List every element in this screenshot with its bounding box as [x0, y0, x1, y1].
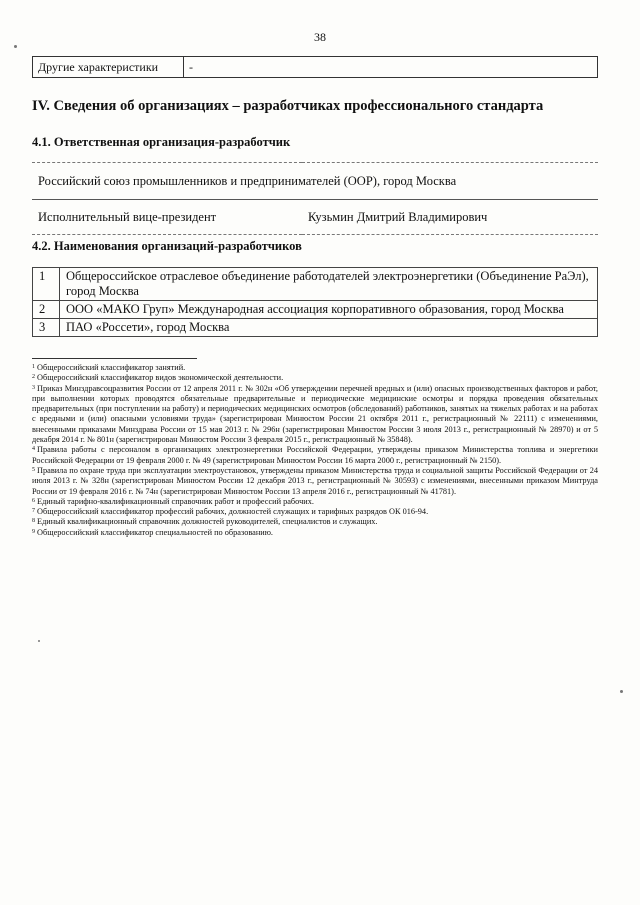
footnote: [32, 497, 598, 507]
developers-table: [32, 267, 598, 337]
footnote-text: Правила по охране труда при эксплуатации электроустановок, утверждены приказом Министерства труда и социальной защиты Российской Федерации от 24 июля 2013 г. № 328н (зарегистрирован Минюстом России 12 декабря 2013 г., регистрационный № 30593) с изменениями, внесенными приказом Минтруда России от 19 февраля 2016 г. № 74н (зарегистрирован Минюстом России 13 апреля 2016 г., регистрационный № 41781).: [32, 465, 598, 496]
section-title: IV. Сведения об организациях – разработчиках профессионального стандарта: [32, 98, 544, 114]
footnote: [32, 517, 598, 527]
responsible-position: Исполнительный вице-президент: [32, 200, 302, 235]
footnote: [32, 445, 598, 466]
characteristics-value: -: [184, 57, 598, 78]
footnote-text: Единый квалификационный справочник должностей руководителей, специалистов и служащих.: [37, 517, 378, 527]
developer-number: 3: [33, 319, 60, 337]
table-row: [33, 268, 598, 301]
developer-number: 1: [33, 268, 60, 301]
footnote-number: 1: [32, 364, 35, 370]
footnote-number: 7: [32, 508, 35, 515]
footnote: [32, 384, 598, 446]
responsible-organization-table: [32, 162, 598, 235]
footnote-number: 4: [32, 446, 35, 453]
table-row: [33, 57, 598, 78]
footnote-text: Общероссийский классификатор специальностей по образованию.: [37, 527, 273, 537]
table-row: [32, 163, 598, 200]
footnote-text: Общероссийский классификатор занятий.: [37, 363, 186, 372]
other-characteristics-table: [32, 56, 598, 78]
page-number: 38: [314, 30, 326, 44]
scan-dot: [14, 45, 17, 48]
footnote-number: 9: [32, 528, 35, 535]
footnote: [32, 466, 598, 497]
footnote: [32, 373, 598, 383]
scan-dot: [620, 690, 623, 693]
scan-dot: [38, 640, 40, 642]
developer-number: 2: [33, 301, 60, 319]
footnote-number: 8: [32, 518, 35, 525]
footnote-text: Общероссийский классификатор профессий рабочих, должностей служащих и тарифных разрядов ОК 016-94.: [37, 507, 429, 517]
footnote: [32, 363, 598, 373]
table-row: [32, 200, 598, 235]
footnote-text: Общероссийский классификатор видов экономической деятельности.: [37, 373, 284, 383]
responsible-heading: 4.1. Ответственная организация-разработчик: [32, 135, 291, 149]
developer-name: ООО «МАКО Груп» Международная ассоциация корпоративного образования, город Москва: [60, 301, 598, 319]
footnote: [32, 507, 598, 517]
footnote-text: Приказ Минздравсоцразвития России от 12 апреля 2011 г. № 302н «Об утверждении перечней вредных и (или) опасных производственных факторов и работ, при выполнении которых проводятся обязательные предварительные и периодические медицинские осмотры и порядка проведения обязательных предварительных (при поступлении на работу) и периодических медицинских осмотров (обследований) работников, занятых на тяжелых работах и на работах с вредными и (или) опасными условиями труда» (зарегистрирован Минюстом России 21 октября 2011 г., регистрационный № 22111) с изменениями, внесенными приказами Минздрава России от 15 мая 2013 г. № 296н (зарегистрирован Минюстом России 3 июля 2013 г., регистрационный № 28970) и от 5 декабря 2014 г. № 801н (зарегистрирован Минюстом России 3 февраля 2015 г., регистрационный № 35848).: [32, 383, 598, 445]
footnote-separator: [32, 358, 197, 359]
table-row: [33, 319, 598, 337]
footnote: [32, 528, 598, 538]
characteristics-label: Другие характеристики: [33, 57, 184, 78]
developer-name: Общероссийское отраслевое объединение работодателей электроэнергетики (Объединение РаЭл), город Москва: [60, 268, 598, 301]
footnote-number: 6: [32, 497, 35, 504]
footnote-number: 2: [32, 374, 35, 381]
responsible-person: Кузьмин Дмитрий Владимирович: [302, 200, 598, 235]
developer-name: ПАО «Россети», город Москва: [60, 319, 598, 337]
table-row: [33, 301, 598, 319]
footnote-number: 3: [32, 384, 35, 391]
footnote-text: Правила работы с персоналом в организациях электроэнергетики Российской Федерации, утверждены приказом Министерства топлива и энергетики Российской Федерации от 19 февраля 2000 г. № 49 (зарегистрирован Минюстом России 16 марта 2000 г., регистрационный № 2150).: [32, 445, 598, 465]
footnote-number: 5: [32, 466, 35, 473]
footnote-text: Единый тарифно-квалификационный справочник работ и профессий рабочих.: [37, 496, 314, 506]
footnotes: [32, 363, 598, 538]
developers-heading: 4.2. Наименования организаций-разработчиков: [32, 239, 302, 253]
responsible-organization-name: Российский союз промышленников и предпринимателей (ООР), город Москва: [32, 163, 598, 200]
